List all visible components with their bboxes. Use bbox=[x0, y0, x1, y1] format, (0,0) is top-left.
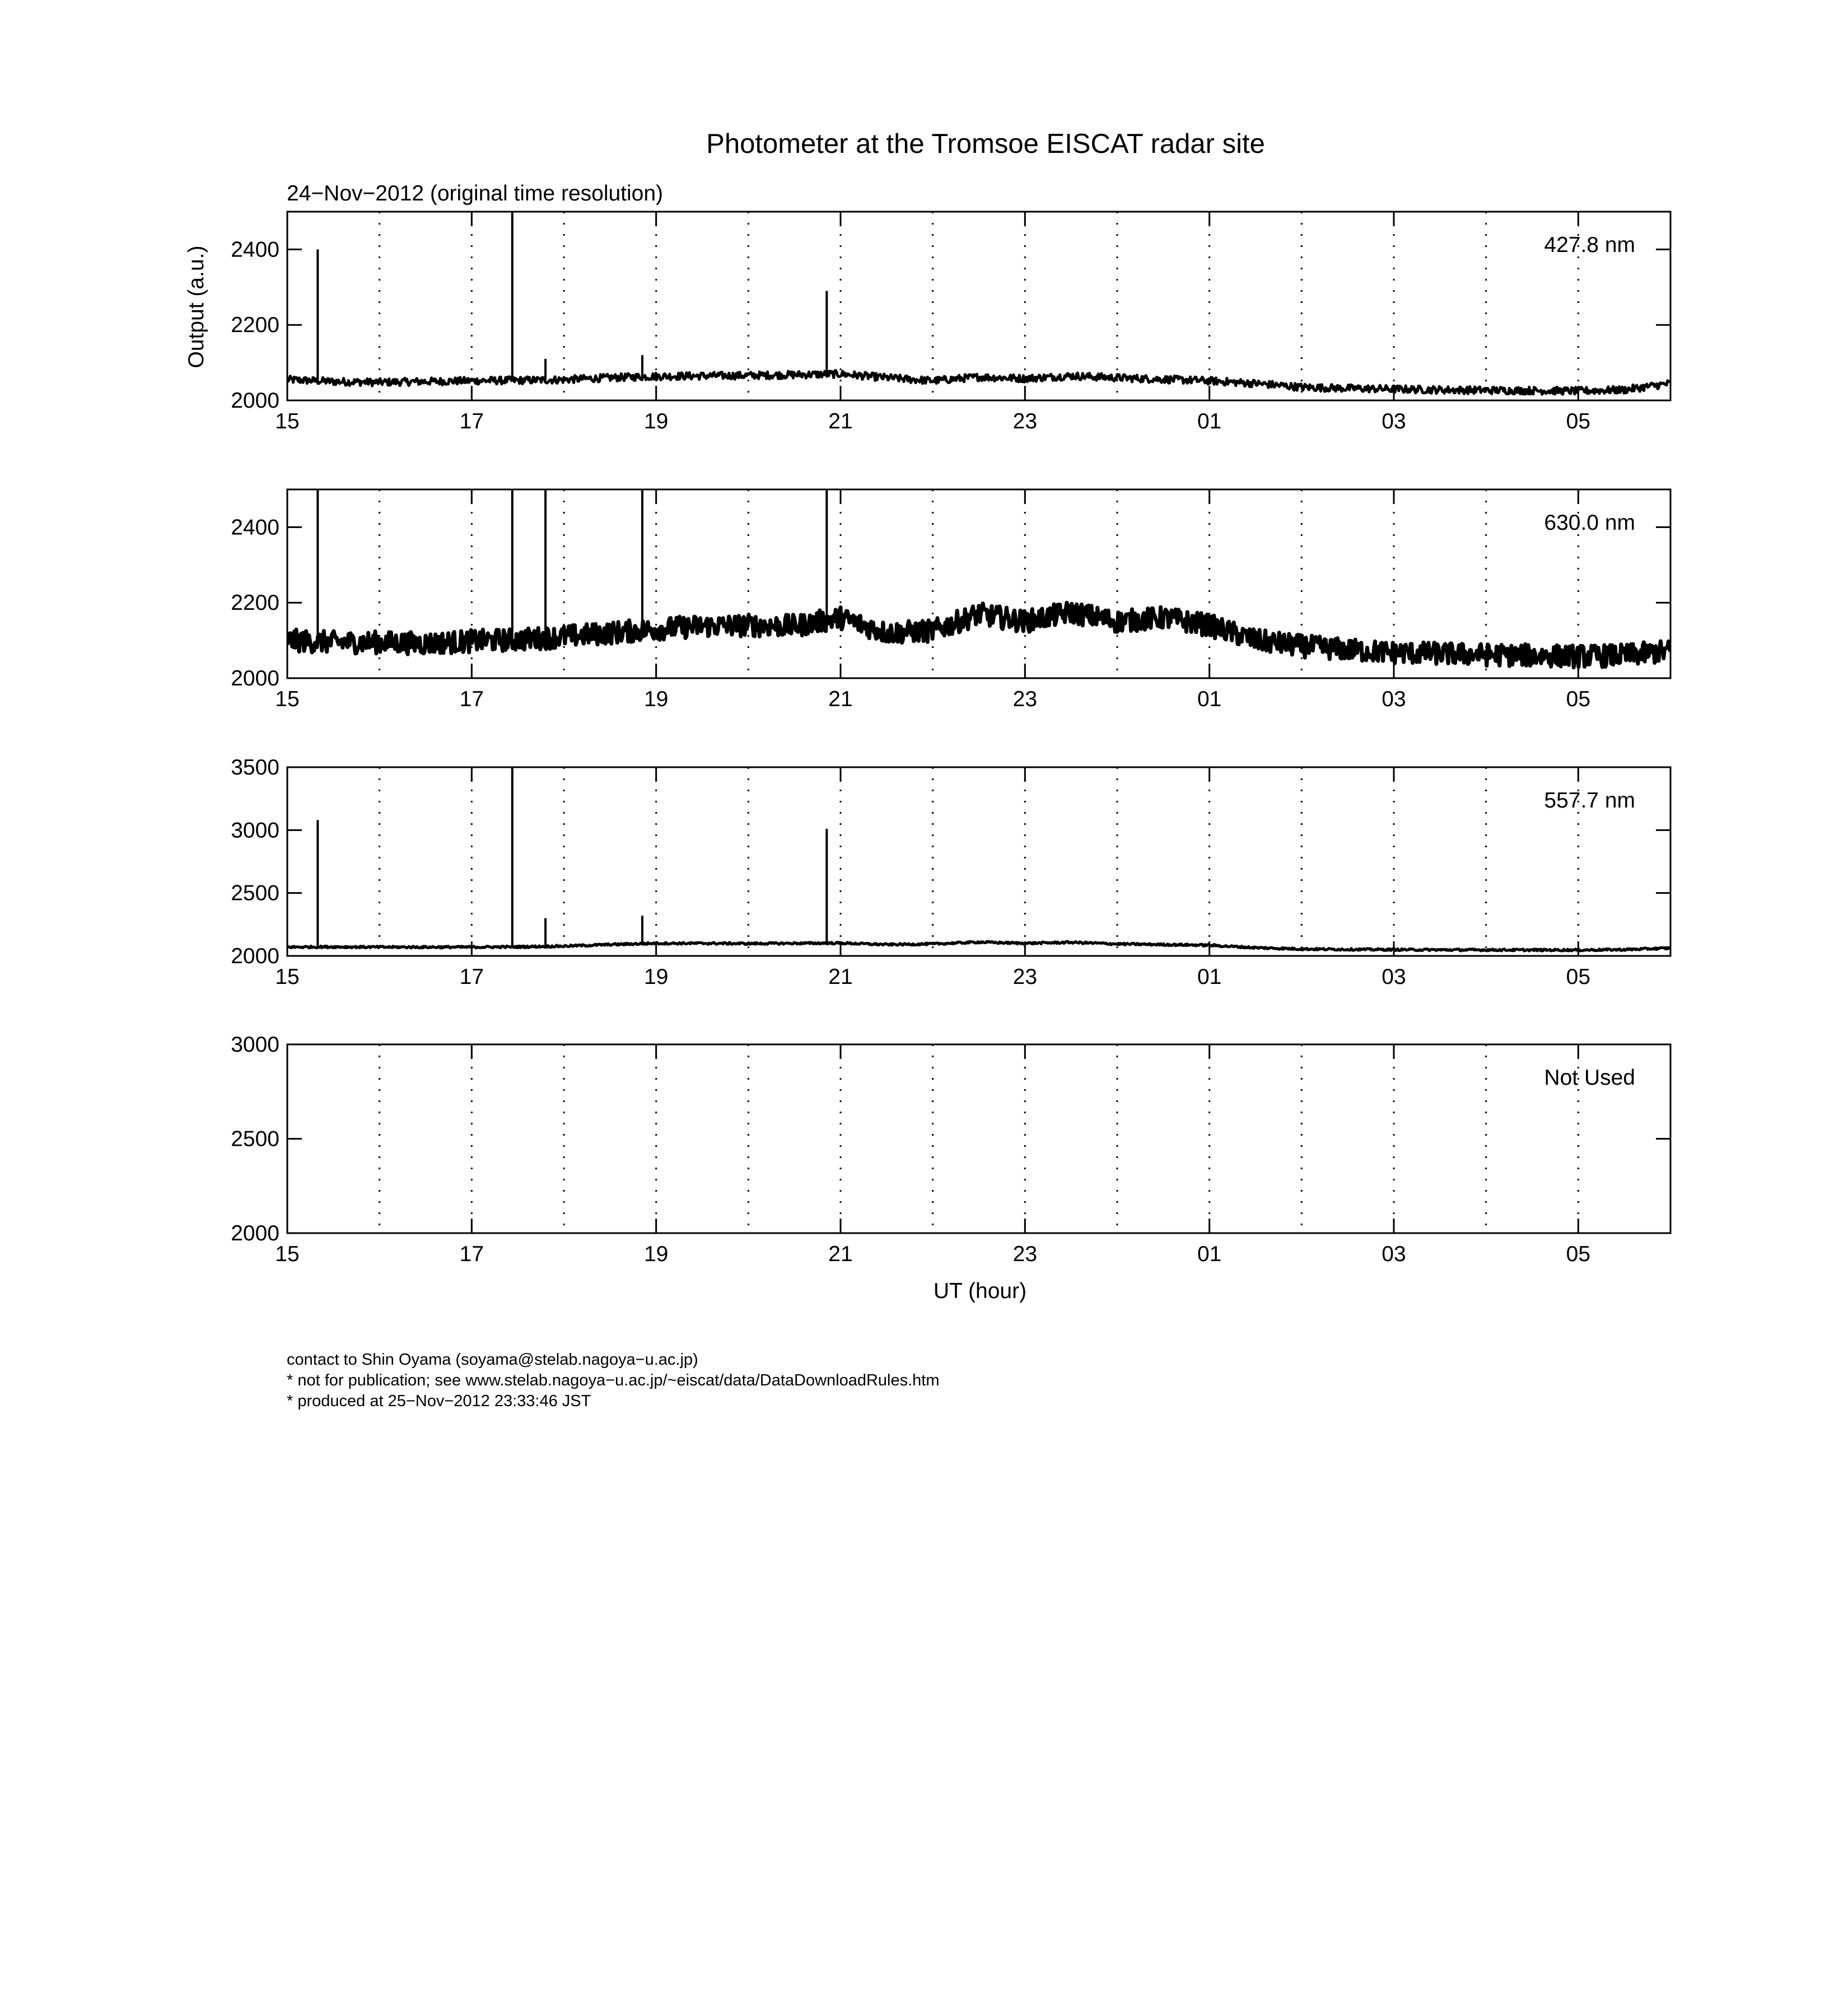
x-tick-label: 19 bbox=[643, 965, 669, 989]
x-tick-label: 01 bbox=[1197, 1242, 1222, 1266]
y-tick-label: 3000 bbox=[231, 1033, 279, 1057]
x-tick-label: 19 bbox=[643, 1242, 669, 1266]
footer-rules: * not for publication; see www.stelab.nagoya−u.ac.jp/~eiscat/data/DataDownloadRules.htm bbox=[287, 1371, 940, 1389]
series-line bbox=[287, 941, 1670, 951]
y-tick-label: 2200 bbox=[231, 591, 279, 615]
x-tick-label: 15 bbox=[275, 409, 300, 433]
x-tick-label: 03 bbox=[1382, 687, 1406, 711]
y-tick-label: 2400 bbox=[231, 237, 279, 262]
chart-panel-2 bbox=[231, 489, 1670, 711]
figure-subtitle: 24−Nov−2012 (original time resolution) bbox=[287, 181, 664, 206]
series-line bbox=[287, 603, 1670, 667]
x-tick-label: 17 bbox=[459, 687, 484, 711]
x-tick-label: 17 bbox=[459, 965, 484, 989]
chart-panel-3 bbox=[231, 755, 1670, 989]
x-tick-label: 05 bbox=[1566, 965, 1591, 989]
y-axis-label: Output (a.u.) bbox=[184, 245, 208, 368]
x-tick-label: 15 bbox=[275, 1242, 300, 1266]
x-tick-label: 05 bbox=[1566, 687, 1591, 711]
chart-panel-1 bbox=[231, 212, 1670, 433]
x-tick-label: 03 bbox=[1382, 965, 1406, 989]
x-tick-label: 17 bbox=[459, 409, 484, 433]
x-tick-label: 17 bbox=[459, 1242, 484, 1266]
x-tick-label: 01 bbox=[1197, 409, 1222, 433]
x-tick-label: 15 bbox=[275, 687, 300, 711]
footer-contact: contact to Shin Oyama (soyama@stelab.nagoya−u.ac.jp) bbox=[287, 1351, 698, 1369]
channel-label: 427.8 nm bbox=[1544, 233, 1635, 257]
x-tick-label: 03 bbox=[1382, 1242, 1406, 1266]
y-tick-label: 3000 bbox=[231, 818, 279, 843]
plot-frame bbox=[287, 1044, 1670, 1233]
x-tick-label: 01 bbox=[1197, 687, 1222, 711]
x-tick-label: 21 bbox=[828, 687, 853, 711]
x-tick-label: 21 bbox=[828, 1242, 853, 1266]
channel-label: 557.7 nm bbox=[1544, 788, 1635, 813]
panels-group bbox=[231, 212, 1670, 1266]
x-tick-label: 19 bbox=[643, 409, 669, 433]
x-tick-label: 05 bbox=[1566, 409, 1591, 433]
x-tick-label: 23 bbox=[1012, 965, 1038, 989]
y-tick-label: 3500 bbox=[231, 755, 279, 780]
plot-frame bbox=[287, 767, 1670, 956]
plot-frame bbox=[287, 212, 1670, 400]
x-tick-label: 23 bbox=[1012, 1242, 1038, 1266]
chart-panel-4 bbox=[231, 1033, 1670, 1266]
x-axis-label: UT (hour) bbox=[933, 1279, 1027, 1303]
x-tick-label: 23 bbox=[1012, 409, 1038, 433]
x-tick-label: 23 bbox=[1012, 687, 1038, 711]
y-tick-label: 2000 bbox=[231, 1221, 279, 1245]
x-tick-label: 03 bbox=[1382, 409, 1406, 433]
y-tick-label: 2400 bbox=[231, 515, 279, 540]
y-tick-label: 2200 bbox=[231, 313, 279, 338]
x-tick-label: 19 bbox=[643, 687, 669, 711]
y-tick-label: 2000 bbox=[231, 666, 279, 690]
channel-label: Not Used bbox=[1544, 1066, 1635, 1090]
x-tick-label: 21 bbox=[828, 409, 853, 433]
y-tick-label: 2500 bbox=[231, 1127, 279, 1151]
figure-title: Photometer at the Tromsoe EISCAT radar site bbox=[706, 129, 1265, 159]
y-tick-label: 2500 bbox=[231, 881, 279, 906]
series-line bbox=[287, 370, 1670, 394]
footer-produced: * produced at 25−Nov−2012 23:33:46 JST bbox=[287, 1392, 591, 1410]
x-tick-label: 05 bbox=[1566, 1242, 1591, 1266]
x-tick-label: 15 bbox=[275, 965, 300, 989]
y-tick-label: 2000 bbox=[231, 389, 279, 413]
y-tick-label: 2000 bbox=[231, 944, 279, 968]
x-tick-label: 21 bbox=[828, 965, 853, 989]
x-tick-label: 01 bbox=[1197, 965, 1222, 989]
footer-notes bbox=[287, 1350, 940, 1412]
channel-label: 630.0 nm bbox=[1544, 511, 1635, 535]
